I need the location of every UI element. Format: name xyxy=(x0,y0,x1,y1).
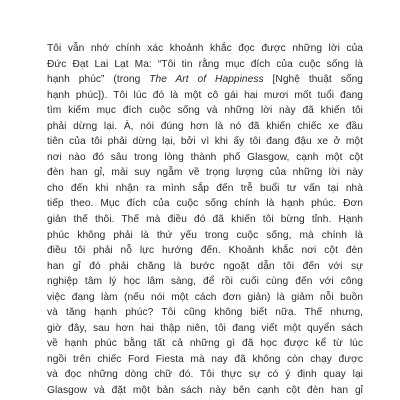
text-line: việc đang làm (nếu nói một cách đơn giản) là giảm nỗi buồn xyxy=(47,291,363,303)
book-title: The Art of Happiness xyxy=(149,74,264,86)
text-line: tiên của tôi phải dừng lại, bởi vì khi ấy tôi đang đậu xe ở một xyxy=(47,136,363,148)
text-line: hạnh phúc]). Tôi lúc đó là một cô gái hai mươi mốt tuổi đang xyxy=(47,89,363,101)
text-line: nghiệp tâm lý học lâm sàng, để rồi cuối cùng đến với công xyxy=(47,276,363,288)
text-line: giờ đây, sau hơn hai thập niên, tôi đang viết một quyển sách xyxy=(47,322,363,334)
text-line: han gỉ đó phải chăng là bước ngoặt dẫn tôi đến với sự xyxy=(47,260,363,272)
text-line: Glasgow và đặt một bản sách này bên cạnh cột đèn han gỉ xyxy=(47,385,363,397)
text-line: ngồi trên chiếc Ford Fiesta mà nay đã không còn chạy được xyxy=(47,353,363,365)
text-line: tiếp theo. Mục đích của cuộc sống chính là hạnh phúc. Đơn xyxy=(47,198,363,210)
text-line: tìm kiếm mục đích cuộc sống và những lời này đã khiến tôi xyxy=(47,105,363,117)
text-line xyxy=(47,72,363,88)
body-paragraph xyxy=(47,41,363,399)
text-line: Đức Đạt Lai Lạt Ma: “Tôi tin rằng mục đích của cuộc sống là xyxy=(47,58,363,70)
text-line: phúc không phải là thứ yếu trong cuộc sống, mà chính là xyxy=(47,229,363,241)
text-line: và tăng hạnh phúc? Tôi cũng không biết nữa. Thế nhưng, xyxy=(47,307,363,319)
text-line: phải dừng lại. À, nói đúng hơn là nó đã khiến chiếc xe đầu xyxy=(47,120,363,132)
text-line: đèn han gỉ, mải suy ngẫm về trọng lượng của những lời này xyxy=(47,167,363,179)
text-line: giản thế thôi. Thế mà điều đó đã khiến tôi bừng tỉnh. Hạnh xyxy=(47,214,363,226)
text-line: và đọc những dòng chữ đó. Tôi thực sự có ý định quay lại xyxy=(47,369,363,381)
text-fragment: [Nghệ thuật sống xyxy=(263,74,363,86)
text-line: cho đến khi nhận ra mình sắp đến trễ buổi tư vấn tại nhà xyxy=(47,182,363,194)
text-fragment: hạnh phúc” (trong xyxy=(47,74,150,86)
text-line: điều tôi phải nỗ lực hướng đến. Khoảnh khắc nơi cột đèn xyxy=(47,245,363,257)
text-line: về hạnh phúc bằng tất cả những gì đã học được kể từ lúc xyxy=(47,338,363,350)
text-line: Tôi vẫn nhớ chính xác khoảnh khắc đọc được những lời của xyxy=(47,43,363,54)
text-line: nơi nào đó sâu trong lòng thành phố Glasgow, cạnh một cột xyxy=(47,151,363,163)
